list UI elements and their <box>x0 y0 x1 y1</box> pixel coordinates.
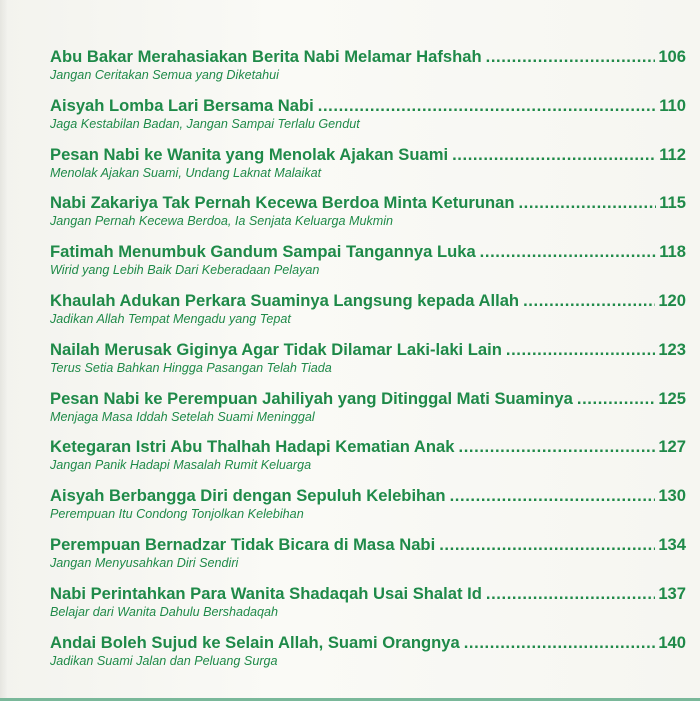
toc-title-row <box>50 339 686 360</box>
toc-entry-subtitle: Jadikan Suami Jalan dan Peluang Surga <box>50 653 278 668</box>
toc-entry <box>50 241 686 290</box>
toc-page-number: 115 <box>659 193 686 213</box>
toc-entry-subtitle: Menjaga Masa Iddah Setelah Suami Meninggal <box>50 409 315 424</box>
dot-leader <box>452 144 656 165</box>
toc-page-number: 106 <box>658 47 686 66</box>
toc-entry-subtitle: Belajar dari Wanita Dahulu Bershadaqah <box>50 604 278 619</box>
toc-title-row <box>50 192 686 213</box>
toc-entry-title: Fatimah Menumbuk Gandum Sampai Tangannya Luka <box>50 242 476 262</box>
toc-title-row <box>50 485 686 506</box>
toc-entry <box>50 339 686 388</box>
toc-entry <box>50 485 686 534</box>
toc-entry-subtitle: Jangan Panik Hadapi Masalah Rumit Keluarga <box>50 458 312 473</box>
toc-title-row <box>50 95 686 116</box>
toc-entry-title: Nabi Zakariya Tak Pernah Kecewa Berdoa Minta Keturunan <box>50 193 515 213</box>
toc-entry-subtitle: Jangan Pernah Kecewa Berdoa, Ia Senjata Keluarga Mukmin <box>50 214 394 229</box>
toc-entry-subtitle: Menolak Ajakan Suami, Undang Laknat Malaikat <box>50 165 322 180</box>
toc-entry <box>50 95 686 144</box>
toc-page-number: 134 <box>658 534 686 554</box>
toc-entry <box>50 46 686 95</box>
toc-page-number: 118 <box>659 242 686 262</box>
toc-entry <box>50 583 686 632</box>
toc-entry-subtitle: Perempuan Itu Condong Tonjolkan Kelebihan <box>50 507 304 522</box>
toc-title-row <box>50 241 686 262</box>
toc-entry <box>50 632 686 681</box>
toc-title-row <box>50 144 686 165</box>
toc-entry-subtitle: Terus Setia Bahkan Hingga Pasangan Telah Tiada <box>50 360 332 375</box>
dot-leader <box>486 46 656 67</box>
toc-page-number: 137 <box>658 583 686 603</box>
dot-leader <box>523 290 655 311</box>
toc-title-row <box>50 583 686 604</box>
toc-entry-title: Khaulah Adukan Perkara Suaminya Langsung kepada Allah <box>50 290 520 310</box>
toc-entry-subtitle: Jadikan Allah Tempat Mengadu yang Tepat <box>50 311 291 326</box>
dot-leader <box>577 388 655 409</box>
dot-leader <box>506 339 655 360</box>
toc-entry <box>50 144 686 193</box>
toc-entry-title: Andai Boleh Sujud ke Selain Allah, Suami Orangnya <box>50 632 460 652</box>
toc-entry-subtitle: Jaga Kestabilan Badan, Jangan Sampai Terlalu Gendut <box>50 116 360 131</box>
toc-page-number: 140 <box>658 632 686 652</box>
toc-page-number: 127 <box>658 437 686 457</box>
toc-entry-title: Aisyah Berbangga Diri dengan Sepuluh Kelebihan <box>50 486 446 506</box>
toc-title-row <box>50 388 686 409</box>
toc-page-number: 125 <box>658 388 686 408</box>
toc-entry-title: Pesan Nabi ke Wanita yang Menolak Ajakan Suami <box>50 144 449 164</box>
dot-leader <box>450 485 656 506</box>
toc-entry-title: Ketegaran Istri Abu Thalhah Hadapi Kematian Anak <box>50 437 455 457</box>
dot-leader <box>318 95 656 116</box>
toc-page-number: 130 <box>658 486 686 506</box>
toc-entry <box>50 436 686 485</box>
toc-title-row <box>50 534 686 555</box>
toc-page-number: 123 <box>658 339 686 359</box>
toc-page-number: 112 <box>659 144 686 164</box>
toc-entry <box>50 290 686 339</box>
dot-leader <box>464 632 656 653</box>
toc-entry-subtitle: Jangan Menyusahkan Diri Sendiri <box>50 555 239 570</box>
dot-leader <box>439 534 655 555</box>
toc-entry <box>50 388 686 437</box>
toc-page-number: 110 <box>659 95 686 115</box>
toc-entry-subtitle: Jangan Ceritakan Semua yang Diketahui <box>50 68 279 82</box>
dot-leader <box>486 583 655 604</box>
dot-leader <box>480 241 657 262</box>
page-edge-shadow <box>0 0 8 701</box>
toc-page-number: 120 <box>658 290 686 310</box>
toc-entry-title: Nailah Merusak Giginya Agar Tidak Dilamar Laki-laki Lain <box>50 339 502 359</box>
toc-title-row <box>50 290 686 311</box>
table-of-contents <box>50 46 686 680</box>
dot-leader <box>458 436 655 457</box>
toc-entry-title: Perempuan Bernadzar Tidak Bicara di Masa Nabi <box>50 534 436 554</box>
toc-entry <box>50 534 686 583</box>
toc-title-row <box>50 632 686 653</box>
toc-entry-title: Aisyah Lomba Lari Bersama Nabi <box>50 95 314 115</box>
toc-entry <box>50 192 686 241</box>
dot-leader <box>518 192 656 213</box>
toc-entry-title: Abu Bakar Merahasiakan Berita Nabi Melamar Hafshah <box>50 47 482 66</box>
toc-entry-subtitle: Wirid yang Lebih Baik Dari Keberadaan Pelayan <box>50 263 320 278</box>
toc-entry-title: Pesan Nabi ke Perempuan Jahiliyah yang Ditinggal Mati Suaminya <box>50 388 573 408</box>
toc-title-row <box>50 436 686 457</box>
toc-title-row <box>50 46 686 67</box>
toc-entry-title: Nabi Perintahkan Para Wanita Shadaqah Usai Shalat Id <box>50 583 482 603</box>
